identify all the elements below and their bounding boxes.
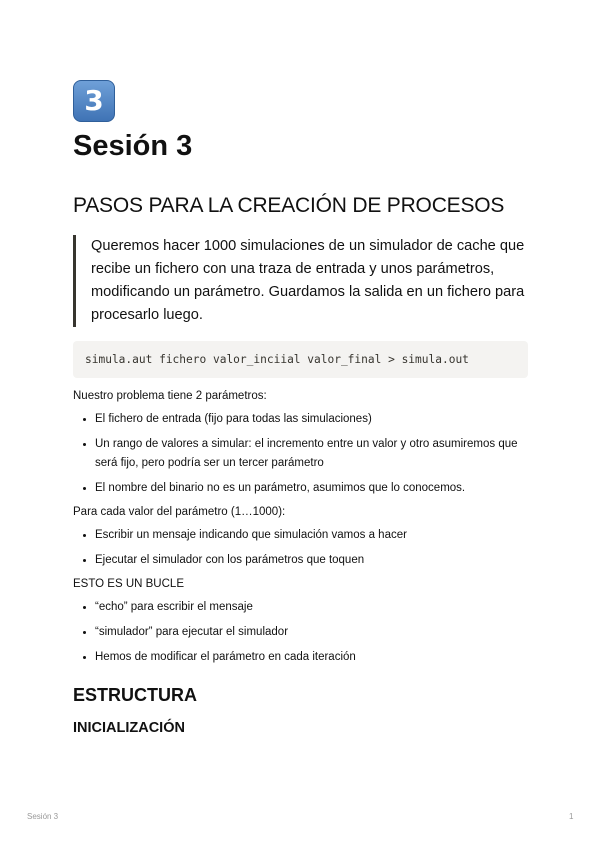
section-heading-estructura: ESTRUCTURA [73, 685, 197, 705]
page-title: Sesión 3 [73, 130, 193, 162]
list-item: • Ejecutar el simulador con los parámetros que toquen [95, 551, 528, 570]
code-block: simula.aut fichero valor_inciial valor_final > simula.out [73, 341, 528, 378]
quote-block: Queremos hacer 1000 simulaciones de un simulador de cache que recibe un fichero con una traza de entrada y unos parámetros, modificando un parámetro. Guardamos la salida en un fichero para procesarlo luego. [73, 235, 528, 327]
list-item: • “echo” para escribir el mensaje [95, 598, 528, 617]
list-item: • Un rango de valores a simular: el incremento entre un valor y otro asumiremos que será fijo, pero podría ser un tercer parámetro [95, 435, 528, 473]
paragraph-cada-valor: Para cada valor del parámetro (1…1000): [73, 506, 286, 518]
section-heading-pasos: PASOS PARA LA CREACIÓN DE PROCESOS [73, 194, 505, 217]
paragraph-parametros: Nuestro problema tiene 2 parámetros: [73, 390, 267, 402]
list-item: • “simulador” para ejecutar el simulador [95, 623, 528, 642]
list-item: • Hemos de modificar el parámetro en cada iteración [95, 648, 528, 667]
footer-title: Sesión 3 [27, 812, 59, 821]
list-item: • El nombre del binario no es un parámetro, asumimos que lo conocemos. [95, 479, 528, 498]
subheading-inicializacion: INICIALIZACIÓN [73, 720, 185, 736]
list-parametros [73, 410, 528, 498]
page-number: 1 [569, 812, 574, 821]
list-pasos [73, 526, 528, 570]
keycap-3-icon: 3 [73, 80, 115, 122]
list-bucle [73, 598, 528, 667]
list-item: • Escribir un mensaje indicando que simulación vamos a hacer [95, 526, 528, 545]
page-content [73, 80, 528, 736]
paragraph-bucle: ESTO ES UN BUCLE [73, 578, 184, 590]
list-item: • El fichero de entrada (fijo para todas las simulaciones) [95, 410, 528, 429]
